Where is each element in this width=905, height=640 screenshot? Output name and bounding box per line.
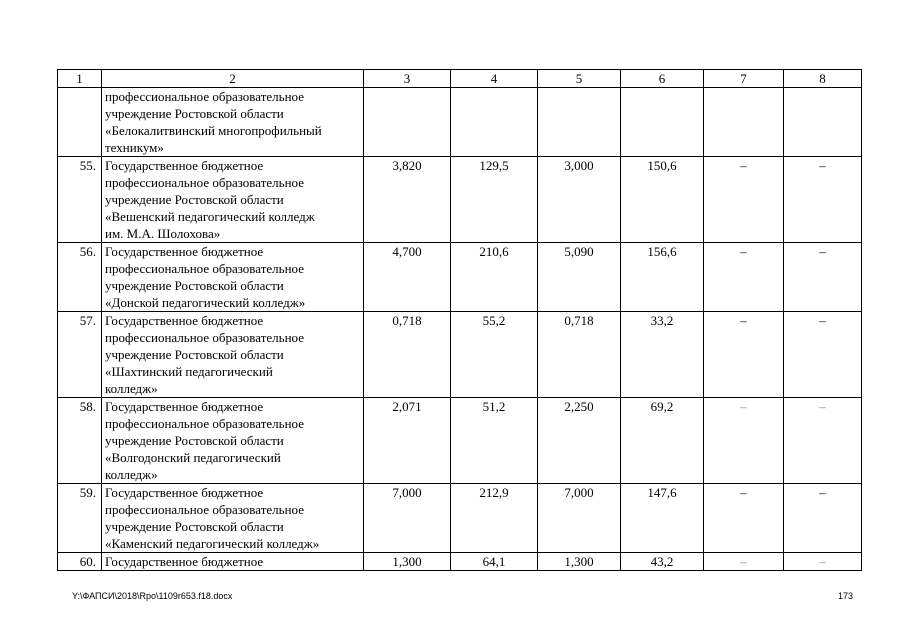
index-cell: 57.	[58, 312, 102, 398]
name-line: им. М.А. Шолохова»	[105, 226, 221, 241]
name-cell	[102, 88, 364, 157]
name-line: Государственное бюджетное	[105, 399, 264, 414]
value-cell	[364, 88, 451, 157]
value-cell: –	[704, 484, 784, 553]
value-cell: 2,071	[364, 398, 451, 484]
name-cell	[102, 157, 364, 243]
name-cell	[102, 553, 364, 571]
name-line: «Белокалитвинский многопрофильный	[105, 123, 322, 138]
value-cell: 1,300	[538, 553, 621, 571]
name-line: профессиональное образовательное	[105, 261, 304, 276]
name-line: «Шахтинский педагогический	[105, 364, 273, 379]
value-cell: 210,6	[451, 243, 538, 312]
header-cell: 4	[451, 70, 538, 88]
value-cell: 0,718	[364, 312, 451, 398]
header-cell: 2	[102, 70, 364, 88]
value-cell: 4,700	[364, 243, 451, 312]
table-body	[58, 70, 862, 571]
value-cell: 1,300	[364, 553, 451, 571]
index-cell	[58, 88, 102, 157]
value-cell: 150,6	[621, 157, 704, 243]
name-line: профессиональное образовательное	[105, 175, 304, 190]
name-line: учреждение Ростовской области	[105, 519, 284, 534]
name-line: «Волгодонский педагогический	[105, 450, 281, 465]
document-table	[57, 69, 862, 571]
header-cell: 1	[58, 70, 102, 88]
value-cell: 147,6	[621, 484, 704, 553]
name-cell	[102, 398, 364, 484]
value-cell: –	[704, 312, 784, 398]
name-line: профессиональное образовательное	[105, 416, 304, 431]
value-cell: 212,9	[451, 484, 538, 553]
value-cell: 43,2	[621, 553, 704, 571]
value-cell: 0,718	[538, 312, 621, 398]
name-cell	[102, 312, 364, 398]
name-line: техникум»	[105, 140, 164, 155]
name-line: профессиональное образовательное	[105, 330, 304, 345]
value-cell: 7,000	[364, 484, 451, 553]
table-header-row	[58, 70, 862, 88]
value-cell: 3,000	[538, 157, 621, 243]
footer-page-number: 173	[837, 591, 853, 601]
value-cell	[538, 88, 621, 157]
value-cell: –	[704, 243, 784, 312]
footer-file-path: Y:\ФАПСИ\2018\Rpo\1109r653.f18.docx	[72, 591, 233, 601]
value-cell: –	[784, 243, 862, 312]
name-cell	[102, 243, 364, 312]
name-line: колледж»	[105, 467, 158, 482]
name-line: учреждение Ростовской области	[105, 278, 284, 293]
header-cell: 3	[364, 70, 451, 88]
index-cell: 56.	[58, 243, 102, 312]
value-cell: –	[704, 398, 784, 484]
document-table-wrapper	[57, 69, 861, 571]
header-cell: 6	[621, 70, 704, 88]
value-cell: 64,1	[451, 553, 538, 571]
table-row	[58, 398, 862, 484]
value-cell: –	[704, 157, 784, 243]
name-line: профессиональное образовательное	[105, 89, 304, 104]
table-row-continuation	[58, 88, 862, 157]
value-cell: –	[784, 157, 862, 243]
header-cell: 5	[538, 70, 621, 88]
table-row	[58, 157, 862, 243]
header-cell: 8	[784, 70, 862, 88]
index-cell: 55.	[58, 157, 102, 243]
name-line: колледж»	[105, 381, 158, 396]
name-line: «Донской педагогический колледж»	[105, 295, 306, 310]
name-line: Государственное бюджетное	[105, 158, 264, 173]
value-cell: –	[704, 553, 784, 571]
name-line: «Каменский педагогический колледж»	[105, 536, 320, 551]
header-cell: 7	[704, 70, 784, 88]
value-cell	[784, 88, 862, 157]
value-cell	[451, 88, 538, 157]
name-line: учреждение Ростовской области	[105, 192, 284, 207]
value-cell: 3,820	[364, 157, 451, 243]
value-cell	[704, 88, 784, 157]
value-cell: –	[784, 553, 862, 571]
name-line: учреждение Ростовской области	[105, 106, 284, 121]
value-cell: 156,6	[621, 243, 704, 312]
name-line: «Вешенский педагогический колледж	[105, 209, 315, 224]
value-cell: 7,000	[538, 484, 621, 553]
name-line: профессиональное образовательное	[105, 502, 304, 517]
name-line: учреждение Ростовской области	[105, 347, 284, 362]
value-cell: 55,2	[451, 312, 538, 398]
name-line: Государственное бюджетное	[105, 554, 264, 569]
value-cell: –	[784, 312, 862, 398]
table-row	[58, 312, 862, 398]
name-line: учреждение Ростовской области	[105, 433, 284, 448]
name-line: Государственное бюджетное	[105, 244, 264, 259]
table-row	[58, 484, 862, 553]
index-cell: 59.	[58, 484, 102, 553]
name-line: Государственное бюджетное	[105, 485, 264, 500]
index-cell: 58.	[58, 398, 102, 484]
value-cell: 51,2	[451, 398, 538, 484]
value-cell: –	[784, 398, 862, 484]
value-cell: 129,5	[451, 157, 538, 243]
table-row	[58, 553, 862, 571]
name-line: Государственное бюджетное	[105, 313, 264, 328]
name-cell	[102, 484, 364, 553]
value-cell: –	[784, 484, 862, 553]
value-cell: 2,250	[538, 398, 621, 484]
value-cell: 33,2	[621, 312, 704, 398]
value-cell	[621, 88, 704, 157]
index-cell: 60.	[58, 553, 102, 571]
table-row	[58, 243, 862, 312]
value-cell: 69,2	[621, 398, 704, 484]
value-cell: 5,090	[538, 243, 621, 312]
